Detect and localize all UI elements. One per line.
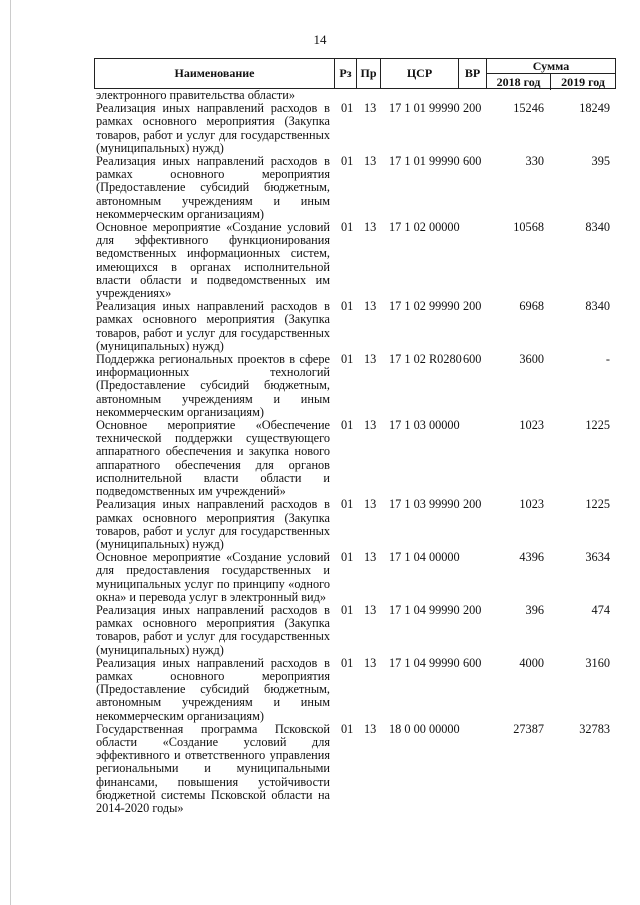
cell-2018: 396 (525, 602, 544, 617)
cell-rz: 01 (341, 352, 354, 367)
cell-pr: 13 (364, 721, 377, 736)
cell-rz: 01 (341, 101, 354, 116)
cell-2019: 1225 (585, 497, 610, 512)
cell-2019: 8340 (585, 220, 610, 235)
table-row (0, 723, 640, 815)
table-row (0, 102, 640, 155)
table-row (0, 657, 640, 723)
cell-rz: 01 (341, 220, 354, 235)
cell-csr: 17 1 02 99990 (389, 299, 460, 314)
page-number: 14 (313, 32, 327, 47)
table-header (94, 58, 616, 89)
cell-2019: 474 (591, 602, 610, 617)
table-row (0, 498, 640, 551)
cell-pr: 13 (364, 550, 377, 565)
cell-pr: 13 (364, 299, 377, 314)
table-row (0, 551, 640, 604)
cell-name: Основное мероприятие «Создание условий для предоставления государственных и муниципальных услуг по принципу «одного окна» и перевода услуг в электронный вид» (96, 550, 330, 604)
cell-rz: 01 (341, 550, 354, 565)
header-sum-group (487, 59, 615, 88)
cell-rz: 01 (341, 655, 354, 670)
cell-vr: 200 (463, 497, 482, 512)
cell-pr: 13 (364, 352, 377, 367)
cell-2018: 4396 (519, 550, 544, 565)
cell-rz: 01 (341, 154, 354, 169)
cell-name: Реализация иных направлений расходов в рамках основного мероприятия (Предоставление субсидий бюджетным, автономным учреждениям и иным некоммерческим организациям) (96, 655, 330, 723)
cell-name: Реализация иных направлений расходов в рамках основного мероприятия (Предоставление субсидий бюджетным, автономным учреждениям и иным некоммерческим организациям) (96, 154, 330, 221)
cell-vr: 200 (463, 101, 482, 116)
cell-2019: 8340 (585, 299, 610, 314)
cell-csr: 17 1 04 99990 (389, 655, 460, 670)
cell-name: Государственная программа Псковской области «Создание условий для эффективного и ответственного управления региональными и муниципальными финансами, повышения устойчивости бюджетной системы Псковской области на 2014-2020 годы» (96, 721, 330, 815)
cell-2019: 395 (591, 154, 610, 169)
cell-2019: 32783 (579, 721, 610, 736)
cell-name: Реализация иных направлений расходов в рамках основного мероприятия (Закупка товаров, работ и услуг для государственных (муниципальных) нужд) (96, 299, 330, 353)
cell-csr: 17 1 03 00000 (389, 418, 460, 433)
cell-rz: 01 (341, 418, 354, 433)
cell-2018: 4000 (519, 655, 544, 670)
cell-2018: 15246 (513, 101, 544, 116)
cell-name: Основное мероприятие «Обеспечение технической поддержки существующего аппаратного обеспечения и закупка нового аппаратного обеспечения для органов исполнительной власти области и подведомственных им учреждений» (96, 418, 330, 499)
cell-2018: 1023 (519, 418, 544, 433)
cell-pr: 13 (364, 655, 377, 670)
cell-rz: 01 (341, 721, 354, 736)
header-csr: ЦСР (381, 59, 459, 88)
cell-pr: 13 (364, 418, 377, 433)
cell-2018: 3600 (519, 352, 544, 367)
table-row (0, 221, 640, 300)
header-2019: 2019 год (561, 74, 605, 89)
cell-name: электронного правительства области» (96, 88, 295, 102)
cell-csr: 17 1 02 R0280 (389, 352, 462, 367)
header-2018: 2018 год (487, 74, 551, 90)
header-pr: Пр (357, 59, 381, 88)
cell-csr: 17 1 01 99990 (389, 154, 460, 169)
header-vr: ВР (459, 59, 487, 88)
cell-pr: 13 (364, 101, 377, 116)
cell-csr: 17 1 01 99990 (389, 101, 460, 116)
cell-2019: - (605, 352, 610, 367)
cell-pr: 13 (364, 220, 377, 235)
table-row (0, 604, 640, 657)
cell-csr: 17 1 04 99990 (389, 602, 460, 617)
table-row (0, 155, 640, 221)
table-row (0, 300, 640, 353)
table-row (0, 353, 640, 419)
cell-vr: 600 (463, 154, 482, 169)
cell-rz: 01 (341, 602, 354, 617)
table-row (0, 419, 640, 498)
cell-vr: 600 (463, 352, 482, 367)
cell-2019: 3634 (585, 550, 610, 565)
header-sum: Сумма (487, 59, 615, 74)
cell-2019: 18249 (579, 101, 610, 116)
cell-rz: 01 (341, 299, 354, 314)
cell-csr: 17 1 03 99990 (389, 497, 460, 512)
header-rz: Рз (335, 59, 357, 88)
cell-csr: 18 0 00 00000 (389, 721, 460, 736)
cell-2018: 1023 (519, 497, 544, 512)
cell-2019: 3160 (585, 655, 610, 670)
cell-vr: 200 (463, 602, 482, 617)
cell-vr: 200 (463, 299, 482, 314)
cell-2018: 330 (525, 154, 544, 169)
table-body (0, 89, 640, 815)
cell-2018: 10568 (513, 220, 544, 235)
cell-pr: 13 (364, 497, 377, 512)
cell-name: Основное мероприятие «Создание условий для эффективного функционирования ведомственных информационных систем, имеющихся в органах исполнительной власти области и подведомственных им учреждениях» (96, 220, 330, 301)
cell-pr: 13 (364, 154, 377, 169)
cell-vr: 600 (463, 655, 482, 670)
cell-pr: 13 (364, 602, 377, 617)
cell-2018: 27387 (513, 721, 544, 736)
cell-name: Поддержка региональных проектов в сфере информационных технологий (Предоставление субсидий бюджетным, автономным учреждениям и иным некоммерческим организациям) (96, 352, 330, 419)
cell-rz: 01 (341, 497, 354, 512)
cell-name: Реализация иных направлений расходов в рамках основного мероприятия (Закупка товаров, работ и услуг для государственных (муниципальных) нужд) (96, 602, 330, 657)
cell-2019: 1225 (585, 418, 610, 433)
cell-2018: 6968 (519, 299, 544, 314)
cell-csr: 17 1 04 00000 (389, 550, 460, 565)
cell-name: Реализация иных направлений расходов в рамках основного мероприятия (Закупка товаров, работ и услуг для государственных (муниципальных) нужд) (96, 101, 330, 155)
cell-name: Реализация иных направлений расходов в рамках основного мероприятия (Закупка товаров, работ и услуг для государственных (муниципальных) нужд) (96, 497, 330, 551)
cell-csr: 17 1 02 00000 (389, 220, 460, 235)
header-name: Наименование (95, 59, 335, 88)
